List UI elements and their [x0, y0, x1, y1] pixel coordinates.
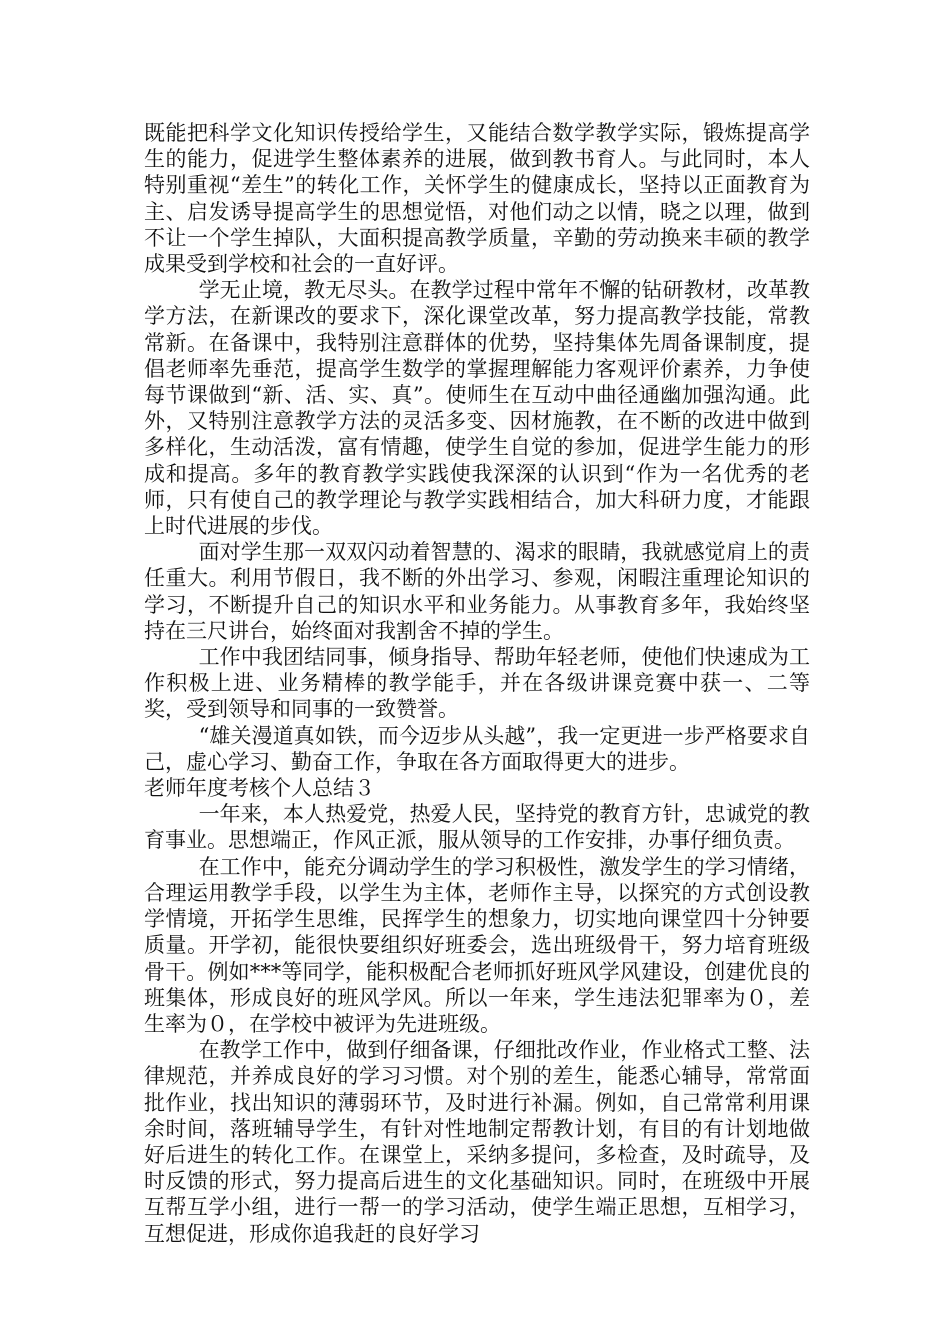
- paragraph-3: 面对学生那一双双闪动着智慧的、渴求的眼睛，我就感觉肩上的责任重大。利用节假日，我不断的外出学习、参观，闲暇注重理论知识的学习，不断提升自己的知识水平和业务能力。从事教育多年，我始终坚持在三尺讲台，始终面对我割舍不掉的学生。: [144, 540, 810, 643]
- paragraph-1: 既能把科学文化知识传授给学生，又能结合数学教学实际，锻炼提高学生的能力，促进学生整体素养的进展，做到教书育人。与此同时，本人特别重视“差生”的转化工作，关怀学生的健康成长，坚持以正面教育为主、启发诱导提高学生的思想觉悟，对他们动之以情，晓之以理，做到不让一个学生掉队，大面积提高教学质量，辛勤的劳动换来丰硕的教学成果受到学校和社会的一直好评。: [144, 121, 810, 277]
- paragraph-7: 在工作中，能充分调动学生的学习积极性，激发学生的学习情绪，合理运用教学手段，以学生为主体，老师作主导，以探究的方式创设教学情境，开拓学生思维，民挥学生的想象力，切实地向课堂四十分钟要质量。开学初，能很快要组织好班委会，选出班级骨干，努力培育班级骨干。例如***等同学，能积极配合老师抓好班风学风建设，创建优良的班集体，形成良好的班风学风。所以一年来，学生违法犯罪率为０，差生率为０，在学校中被评为先进班级。: [144, 854, 810, 1036]
- document-body: [144, 120, 810, 1247]
- paragraph-4: 工作中我团结同事，倾身指导、帮助年轻老师，使他们快速成为工作积极上进、业务精棒的教学能手，并在各级讲课竞赛中获一、二等奖，受到领导和同事的一致赞誉。: [144, 645, 810, 722]
- paragraph-6: 一年来，本人热爱党，热爱人民，坚持党的教育方针，忠诚党的教育事业。思想端正，作风正派，服从领导的工作安排，办事仔细负责。: [144, 802, 810, 853]
- paragraph-8: 在教学工作中，做到仔细备课，仔细批改作业，作业格式工整、法律规范，并养成良好的学习习惯。对个别的差生，能悉心辅导，常常面批作业，找出知识的薄弱环节，及时进行补漏。例如，自己常常利用课余时间，落班辅导学生，有针对性地制定帮教计划，有目的有计划地做好后进生的转化工作。在课堂上，采纳多提问，多检查，及时疏导，及时反馈的形式，努力提高后进生的文化基础知识。同时，在班级中开展互帮互学小组，进行一帮一的学习活动，使学生端正思想，互相学习，互想促进，形成你追我赶的良好学习: [144, 1038, 810, 1246]
- paragraph-5: “雄关漫道真如铁，而今迈步从头越”，我一定更进一步严格要求自己，虚心学习、勤奋工作，争取在各方面取得更大的进步。: [144, 723, 810, 774]
- section-heading: 老师年度考核个人总结３: [144, 776, 375, 801]
- paragraph-2: 学无止境，教无尽头。在教学过程中常年不懈的钻研教材，改革教学方法，在新课改的要求下，深化课堂改革，努力提高教学技能，常教常新。在备课中，我特别注意群体的优势，坚持集体先周备课制度，提倡老师率先垂范，提高学生数学的掌握理解能力客观评价素养，力争使每节课做到“新、活、实、真”。使师生在互动中曲径通幽加强沟通。此外，又特别注意教学方法的灵活多变、因材施教，在不断的改进中做到多样化，生动活泼，富有情趣，使学生自觉的参加，促进学生能力的形成和提高。多年的教育教学实践使我深深的认识到“作为一名优秀的老师，只有使自己的教学理论与教学实践相结合，加大科研力度，才能跟上时代进展的步伐。: [144, 278, 810, 539]
